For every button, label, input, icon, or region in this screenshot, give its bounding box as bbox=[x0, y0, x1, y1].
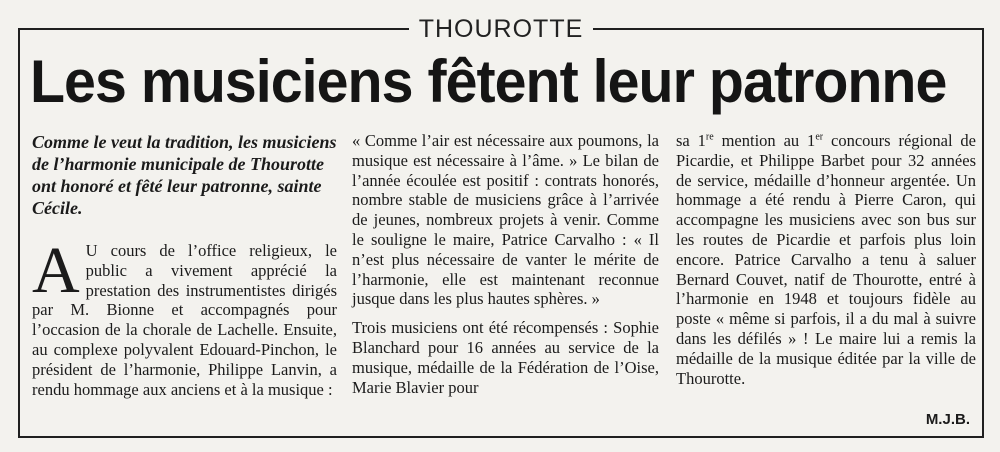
col3-text-c: concours régional de Picardie, et Philippe Barbet pour 32 années de service, médaille d’honneur argentée. Un hommage a été rendu à Pierre Caron, qui accompagne les musiciens avec son bus sur les routes de Picardie et parfois plus loin encore. Patrice Carvalho a tenu à saluer Bernard Couvet, natif de Thourotte, entré à l’harmonie en 1948 et toujours fidèle au poste « même si parfois, il a du mal à suivre dans les défilés » ! Le maire lui a remis la médaille de la musique éditée par la ville de Thourotte. bbox=[676, 131, 977, 388]
column-3 bbox=[676, 131, 976, 388]
column-2 bbox=[352, 131, 659, 397]
drop-cap: A bbox=[32, 234, 80, 307]
col3-text-a: sa 1 bbox=[676, 131, 706, 150]
kicker-location: THOUROTTE bbox=[409, 14, 594, 44]
author-signature: M.J.B. bbox=[925, 411, 970, 428]
headline: Les musiciens fêtent leur patronne bbox=[30, 48, 947, 115]
article-frame bbox=[18, 15, 984, 438]
col3-text-b: mention au 1 bbox=[713, 131, 816, 150]
column-1 bbox=[32, 131, 337, 399]
col1-body: U cours de l’office religieux, le public a vivement apprécié la prestation des instrumentistes dirigés par M. Bionne et accompagnés pour l’occasion de la chorale de Lachelle. Ensuite, au complexe polyvalent Edouard-Pinchon, le président de l’harmonie, Philippe Lanvin, a rendu hommage aux anciens et à la musique : bbox=[32, 241, 337, 399]
col3-sup-re: re bbox=[705, 131, 714, 143]
kicker-wrapper bbox=[20, 14, 982, 44]
chapo: Comme le veut la tradition, les musiciens de l’harmonie municipale de Thourotte ont honoré et fêté leur patronne, sainte Cécile. bbox=[32, 132, 337, 218]
col2-paragraph-2: Trois musiciens ont été récompensés : Sophie Blanchard pour 16 années au service de la musique, médaille de la Fédération de l’Oise, Marie Blavier pour bbox=[352, 318, 659, 397]
col1-paragraph bbox=[32, 234, 337, 399]
col3-paragraph bbox=[676, 131, 976, 388]
col2-paragraph-1: « Comme l’air est nécessaire aux poumons, la musique est nécessaire à l’âme. » Le bilan de l’année écoulée est positif : contrats honorés, nombre stable de musiciens grâce à l’arrivée de jeunes, nombreux projets à venir. Comme le souligne le maire, Patrice Carvalho : « Il n’est plus nécessaire de vanter le mérite de l’harmonie, elle est maintenant reconnue jusque dans les plus hautes sphères. » bbox=[352, 131, 659, 309]
col3-sup-er: er bbox=[815, 131, 824, 143]
